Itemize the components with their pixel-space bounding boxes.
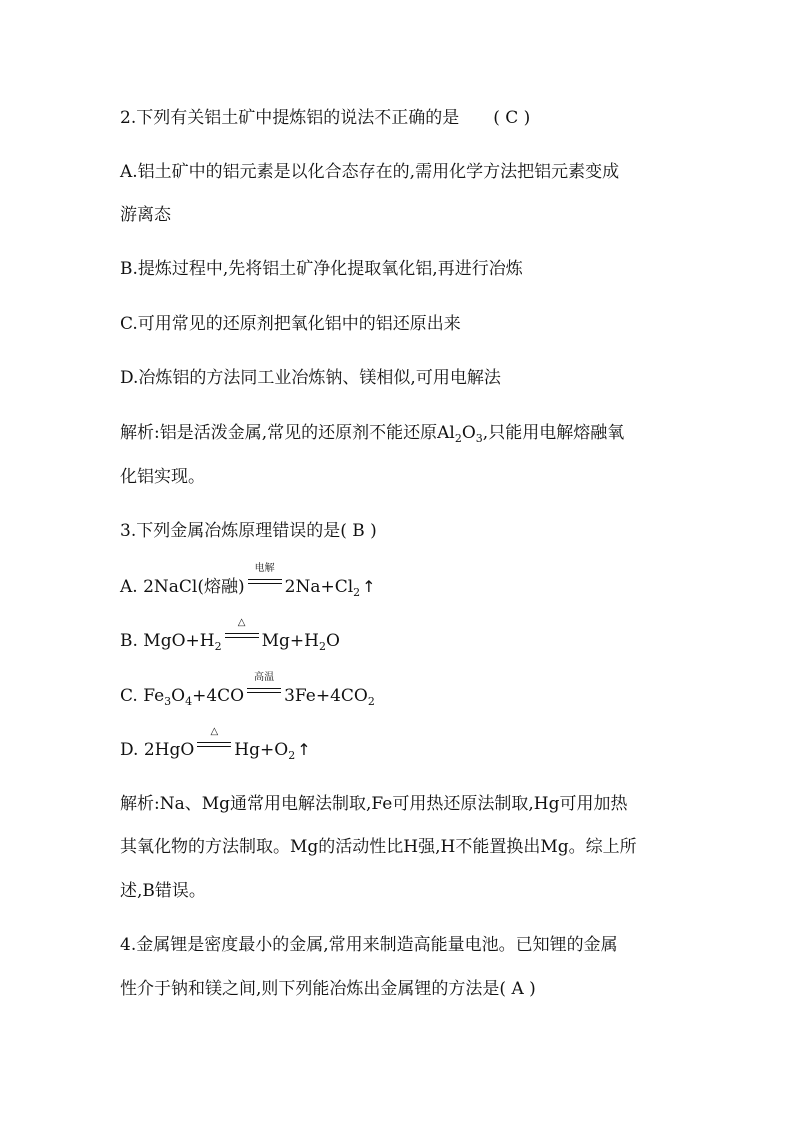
q3-d-part2: Hg+O [234, 740, 289, 760]
q2-option-a-line1: A.铝土矿中的铝元素是以化合态存在的,需用化学方法把铝元素变成 [120, 162, 620, 182]
q3-c-part1: C. Fe [120, 686, 165, 706]
q3-b-part2: Mg+H [261, 631, 319, 651]
q3-d-sub1: 2 [288, 749, 296, 762]
q3-c-sub2: 4 [185, 695, 193, 708]
q4-stem-line2: 性介于钠和镁之间,则下列能冶炼出金属锂的方法是( A ) [120, 979, 536, 999]
q3-c-sub1: 3 [164, 695, 172, 708]
q3-c-sub3: 2 [367, 695, 375, 708]
q3-c-part2: O [171, 686, 186, 706]
q3-analysis-line2: 其氧化物的方法制取。Mg的活动性比H强,H不能置换出Mg。综上所 [120, 837, 637, 857]
q3-analysis-line3: 述,B错误。 [120, 881, 206, 901]
q3-option-c [120, 672, 375, 708]
q3-b-part3: O [325, 631, 340, 651]
condition-label: 高温 [254, 672, 275, 683]
condition-label: △ [210, 726, 219, 737]
gas-up-arrow-icon: ↑ [297, 740, 311, 759]
q4-stem-line1: 4.金属锂是密度最小的金属,常用来制造高能量电池。已知锂的金属 [120, 935, 618, 955]
q2-option-a-line2: 游离态 [120, 205, 171, 225]
q3-c-part3: +4CO [192, 686, 245, 706]
q3-option-d [120, 726, 311, 762]
q2-option-b: B.提炼过程中,先将铝土矿净化提取氧化铝,再进行冶炼 [120, 259, 523, 279]
condition-label: △ [237, 617, 246, 628]
reaction-condition-equals [245, 672, 283, 701]
q3-option-a [120, 563, 376, 599]
q2-analysis-mid: O [461, 423, 476, 443]
q2-analysis-sub2: 3 [475, 432, 483, 445]
q3-b-part1: B. MgO+H [120, 631, 215, 651]
q3-b-sub1: 2 [214, 640, 222, 653]
gas-up-arrow-icon: ↑ [362, 577, 376, 596]
q2-stem: 2.下列有关铝土矿中提炼铝的说法不正确的是 [120, 108, 460, 128]
q3-d-part1: D. 2HgO [120, 740, 195, 760]
q2-option-c: C.可用常见的还原剂把氧化铝中的铝还原出来 [120, 314, 461, 334]
q3-b-sub2: 2 [318, 640, 326, 653]
reaction-condition-equals [195, 726, 233, 755]
q2-stem-line [120, 106, 530, 130]
condition-label: 电解 [254, 563, 275, 574]
q3-a-sub: 2 [353, 586, 361, 599]
q3-analysis-line1: 解析:Na、Mg通常用电解法制取,Fe可用热还原法制取,Hg可用加热 [120, 794, 628, 814]
reaction-condition-equals [223, 617, 261, 646]
q2-option-d: D.冶炼铝的方法同工业冶炼钠、镁相似,可用电解法 [120, 368, 501, 388]
q3-c-part4: 3Fe+4CO [284, 686, 368, 706]
q3-stem: 3.下列金属冶炼原理错误的是( B ) [120, 521, 377, 541]
q3-a-products: 2Na+Cl [284, 577, 354, 597]
q2-analysis-pre: 解析:铝是活泼金属,常见的还原剂不能还原Al [120, 423, 455, 443]
reaction-condition-equals [246, 563, 284, 592]
q2-answer: ( C ) [493, 108, 531, 128]
q2-analysis-post: ,只能用电解熔融氧 [482, 423, 625, 443]
q2-analysis-line1 [120, 421, 624, 445]
q3-option-b [120, 617, 340, 653]
q2-analysis-sub1: 2 [454, 432, 462, 445]
q2-analysis-line2: 化铝实现。 [120, 467, 205, 487]
q3-a-reactants: A. 2NaCl(熔融) [120, 577, 245, 597]
